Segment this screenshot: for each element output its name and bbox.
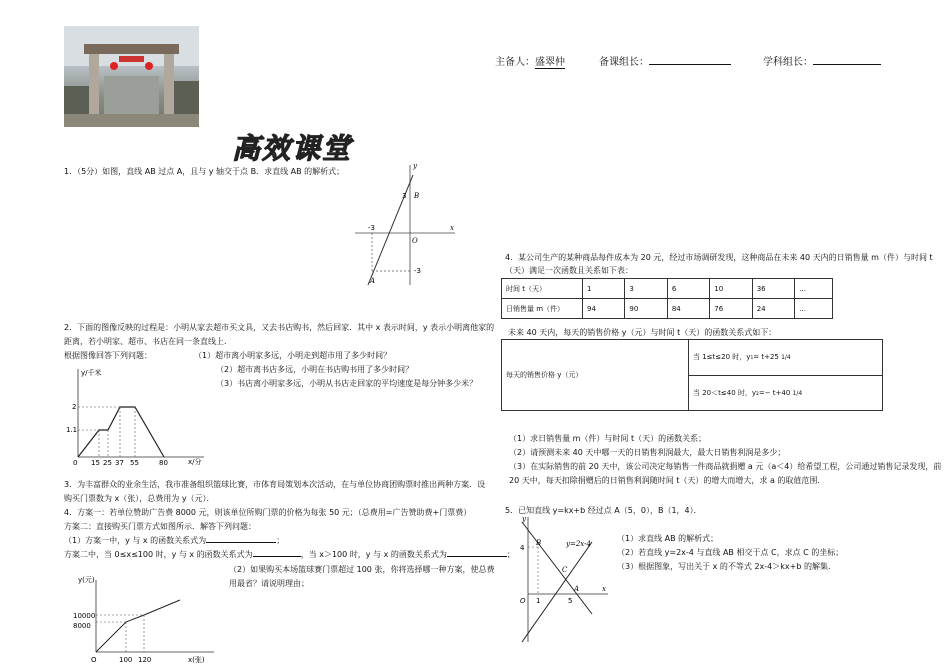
q5-point-b: B	[536, 539, 542, 547]
table-cell: 24	[752, 299, 794, 319]
q5-line1: 5．已知直线 y=kx+b 经过点 A（5，0），B（1，4）．	[505, 506, 702, 515]
q1-neg3-x: -3	[368, 224, 375, 232]
q3-y-label: y(元)	[78, 576, 95, 584]
q3-x100: 100	[119, 656, 133, 664]
table-cell: 84	[667, 299, 709, 319]
q2-line5: （3）书店离小明家多远，小明从书店走回家的平均速度是每分钟多少米？	[216, 379, 478, 388]
table-cell: 1	[583, 279, 625, 299]
q3-graph	[64, 570, 224, 670]
q4-sub2: （2）请预测未来 40 天中哪一天的日销售利润最大，最大日销售利润是多少；	[509, 448, 786, 457]
q5-point-c: C	[562, 566, 568, 574]
q2-graph	[64, 365, 214, 467]
preparer-line	[495, 53, 565, 69]
q3-y10000: 10000	[73, 612, 96, 620]
q1-three: 3	[402, 192, 407, 200]
q4-line1: 4．某公司生产的某种商品每件成本为 20 元，经过市场调研发现，这种商品在未来 40 天内的日销售量 m（件）与时间 t	[505, 253, 933, 262]
q3-graph-line	[96, 600, 180, 652]
q3-x120: 120	[138, 656, 152, 664]
q3-line5-wrap: （1）方案一中，y 与 x 的函数关系式为 ；	[64, 536, 285, 545]
q2-line3a: 根据图像回答下列问题：	[64, 351, 152, 360]
q3-line4: 方案二：直接购买门票方式如图所示．解答下列问题：	[64, 522, 256, 531]
q5-line-2x-4	[522, 542, 592, 642]
banner-title: 高效课堂	[232, 132, 353, 165]
q2-y11: 1.1	[66, 426, 78, 434]
q5-x-label: x	[602, 585, 606, 593]
q1-point-a: A	[370, 277, 376, 285]
q4-sub3b: 20 天中，每天扣除捐赠后的日销售利润随时间 t（天）的增大而增大，求 a 的取值范围．	[509, 476, 826, 485]
q2-line2: 距离，若小明家、超市、书店在同一条直线上．	[64, 337, 232, 346]
q3-line8: 用最省？请说明理由；	[229, 579, 309, 588]
q4-table2	[501, 339, 883, 411]
q3-line6-wrap: 方案二中，当 0≤x≤100 时，y 与 x 的函数关系式为 ，当 x＞100 时，y 与 x 的函数关系式为 ；	[64, 550, 515, 559]
q5-sub3: （3）根据图象，写出关于 x 的不等式 2x-4＞kx+b 的解集．	[617, 562, 836, 571]
q5-x5: 5	[568, 597, 573, 605]
q2-line4: （2）超市离书店多远，小明在书店购书用了多少时间？	[216, 365, 414, 374]
q3-line6a: 方案二中，当 0≤x≤100 时，y 与 x 的函数关系式为	[64, 550, 253, 559]
table-cell: …	[795, 299, 833, 319]
gate-illustration	[64, 26, 199, 127]
q4-line3: 未来 40 天内，每天的销售价格 y（元）与时间 t（天）的函数关系式如下：	[508, 328, 777, 337]
q2-origin: 0	[73, 459, 78, 467]
table-cell: 76	[710, 299, 752, 319]
q5-sub1: （1）求直线 AB 的解析式；	[617, 534, 719, 543]
table-cell: 36	[752, 279, 794, 299]
q5-sub2: （2）若直线 y=2x-4 与直线 AB 相交于点 C，求点 C 的坐标；	[617, 548, 844, 557]
table-cell: 每天的销售价格 y（元）	[502, 340, 689, 411]
q2-x-label: x/分	[188, 458, 202, 466]
q3-origin: O	[91, 656, 97, 664]
subject-lead-blank[interactable]	[813, 64, 881, 65]
q2-x25: 25	[103, 459, 112, 467]
q3-line3: 4．方案一：若单位赞助广告费 8000 元，则该单位所购门票的价格为每张 50 元；（总费用=广告赞助费+门票费）	[64, 508, 472, 517]
q2-x80: 80	[159, 459, 168, 467]
table-cell: …	[795, 279, 833, 299]
q3-line6b: ，当 x＞100 时，y 与 x 的函数关系式为	[300, 550, 447, 559]
q3-y8000: 8000	[73, 622, 91, 630]
q5-graph	[510, 512, 610, 647]
q5-origin: O	[520, 597, 526, 605]
q3-line1: 3．为丰富群众的业余生活，我市准备组织篮球比赛，市体育局策划本次活动，在与单位协商团购票时推出两种方案．设	[64, 480, 486, 489]
lead-blank[interactable]	[649, 64, 731, 65]
q3-blank3[interactable]	[447, 556, 507, 557]
q5-line-label: y=2x-4	[566, 540, 591, 548]
q1-text: 1．（5分）如图，直线 AB 过点 A，且与 y 轴交于点 B．求直线 AB 的解析式；	[64, 167, 345, 176]
q2-x15: 15	[91, 459, 100, 467]
table-cell: 90	[625, 299, 667, 319]
q5-line-ab	[522, 522, 592, 614]
table-row	[502, 279, 833, 299]
q3-line2: 购买门票数为 x（张），总费用为 y（元）．	[64, 494, 215, 503]
lead-line	[599, 53, 731, 68]
subject-lead-label: 学科组长：	[763, 57, 813, 68]
q2-x37: 37	[115, 459, 124, 467]
q2-line1: 2．下面的图像反映的过程是：小明从家去超市买文具，又去书店购书，然后回家．其中 x 表示时间，y 表示小明离他家的	[64, 323, 495, 332]
q1-graph	[350, 160, 460, 290]
q3-blank2[interactable]	[253, 556, 301, 557]
q2-graph-line	[78, 407, 164, 457]
q1-origin: O	[412, 237, 418, 245]
q1-x-label: x	[450, 224, 454, 232]
table-cell: 3	[625, 279, 667, 299]
q3-x-label: x(张)	[188, 656, 205, 664]
table-cell: 94	[583, 299, 625, 319]
q2-y-label: y/千米	[81, 369, 102, 377]
preparer-name: 盛翠仲	[535, 53, 565, 69]
table-cell: 当 1≤t≤20 时，y₁= t+25 1/4	[689, 340, 883, 376]
q5-y-label: y	[522, 515, 526, 523]
school-gate-photo	[64, 26, 199, 127]
q4-sub3a: （3）在实际销售的前 20 天中，该公司决定每销售一件商品就捐赠 a 元（a＜4）给希望工程，公司通过销售记录发现，前	[509, 462, 942, 471]
q3-blank1[interactable]	[206, 542, 276, 543]
q2-y2: 2	[72, 403, 77, 411]
subject-lead-line	[763, 53, 881, 68]
table-row	[502, 340, 883, 376]
table-cell: 10	[710, 279, 752, 299]
q2-line3b: （1）超市离小明家多远，小明走到超市用了多少时间？	[194, 351, 392, 360]
q3-line5: （1）方案一中，y 与 x 的函数关系式为	[64, 536, 207, 545]
q4-line2: （天）满足一次函数且关系如下表：	[505, 266, 633, 275]
q3-line7: （2）如果购买本场篮球赛门票超过 100 张，你将选择哪一种方案，使总费	[229, 565, 495, 574]
table-row	[502, 299, 833, 319]
q1-y-label: y	[413, 162, 417, 170]
q5-point-a: A	[574, 585, 580, 593]
lead-label: 备课组长：	[599, 57, 649, 68]
q2-x55: 55	[130, 459, 139, 467]
q1-neg3-y: -3	[414, 267, 421, 275]
q5-y4: 4	[520, 544, 525, 552]
table-cell: 时间 t（天）	[502, 279, 583, 299]
preparer-label: 主备人：	[495, 57, 535, 68]
q1-point-b: B	[414, 192, 420, 200]
table-cell: 当 20＜t≤40 时，y₂=− t+40 1/4	[689, 375, 883, 411]
table-cell: 日销售量 m（件）	[502, 299, 583, 319]
q4-sub1: （1）求日销售量 m（件）与时间 t（天）的函数关系；	[509, 434, 707, 443]
q5-x1: 1	[536, 597, 541, 605]
q4-table1	[501, 278, 833, 319]
table-cell: 6	[667, 279, 709, 299]
